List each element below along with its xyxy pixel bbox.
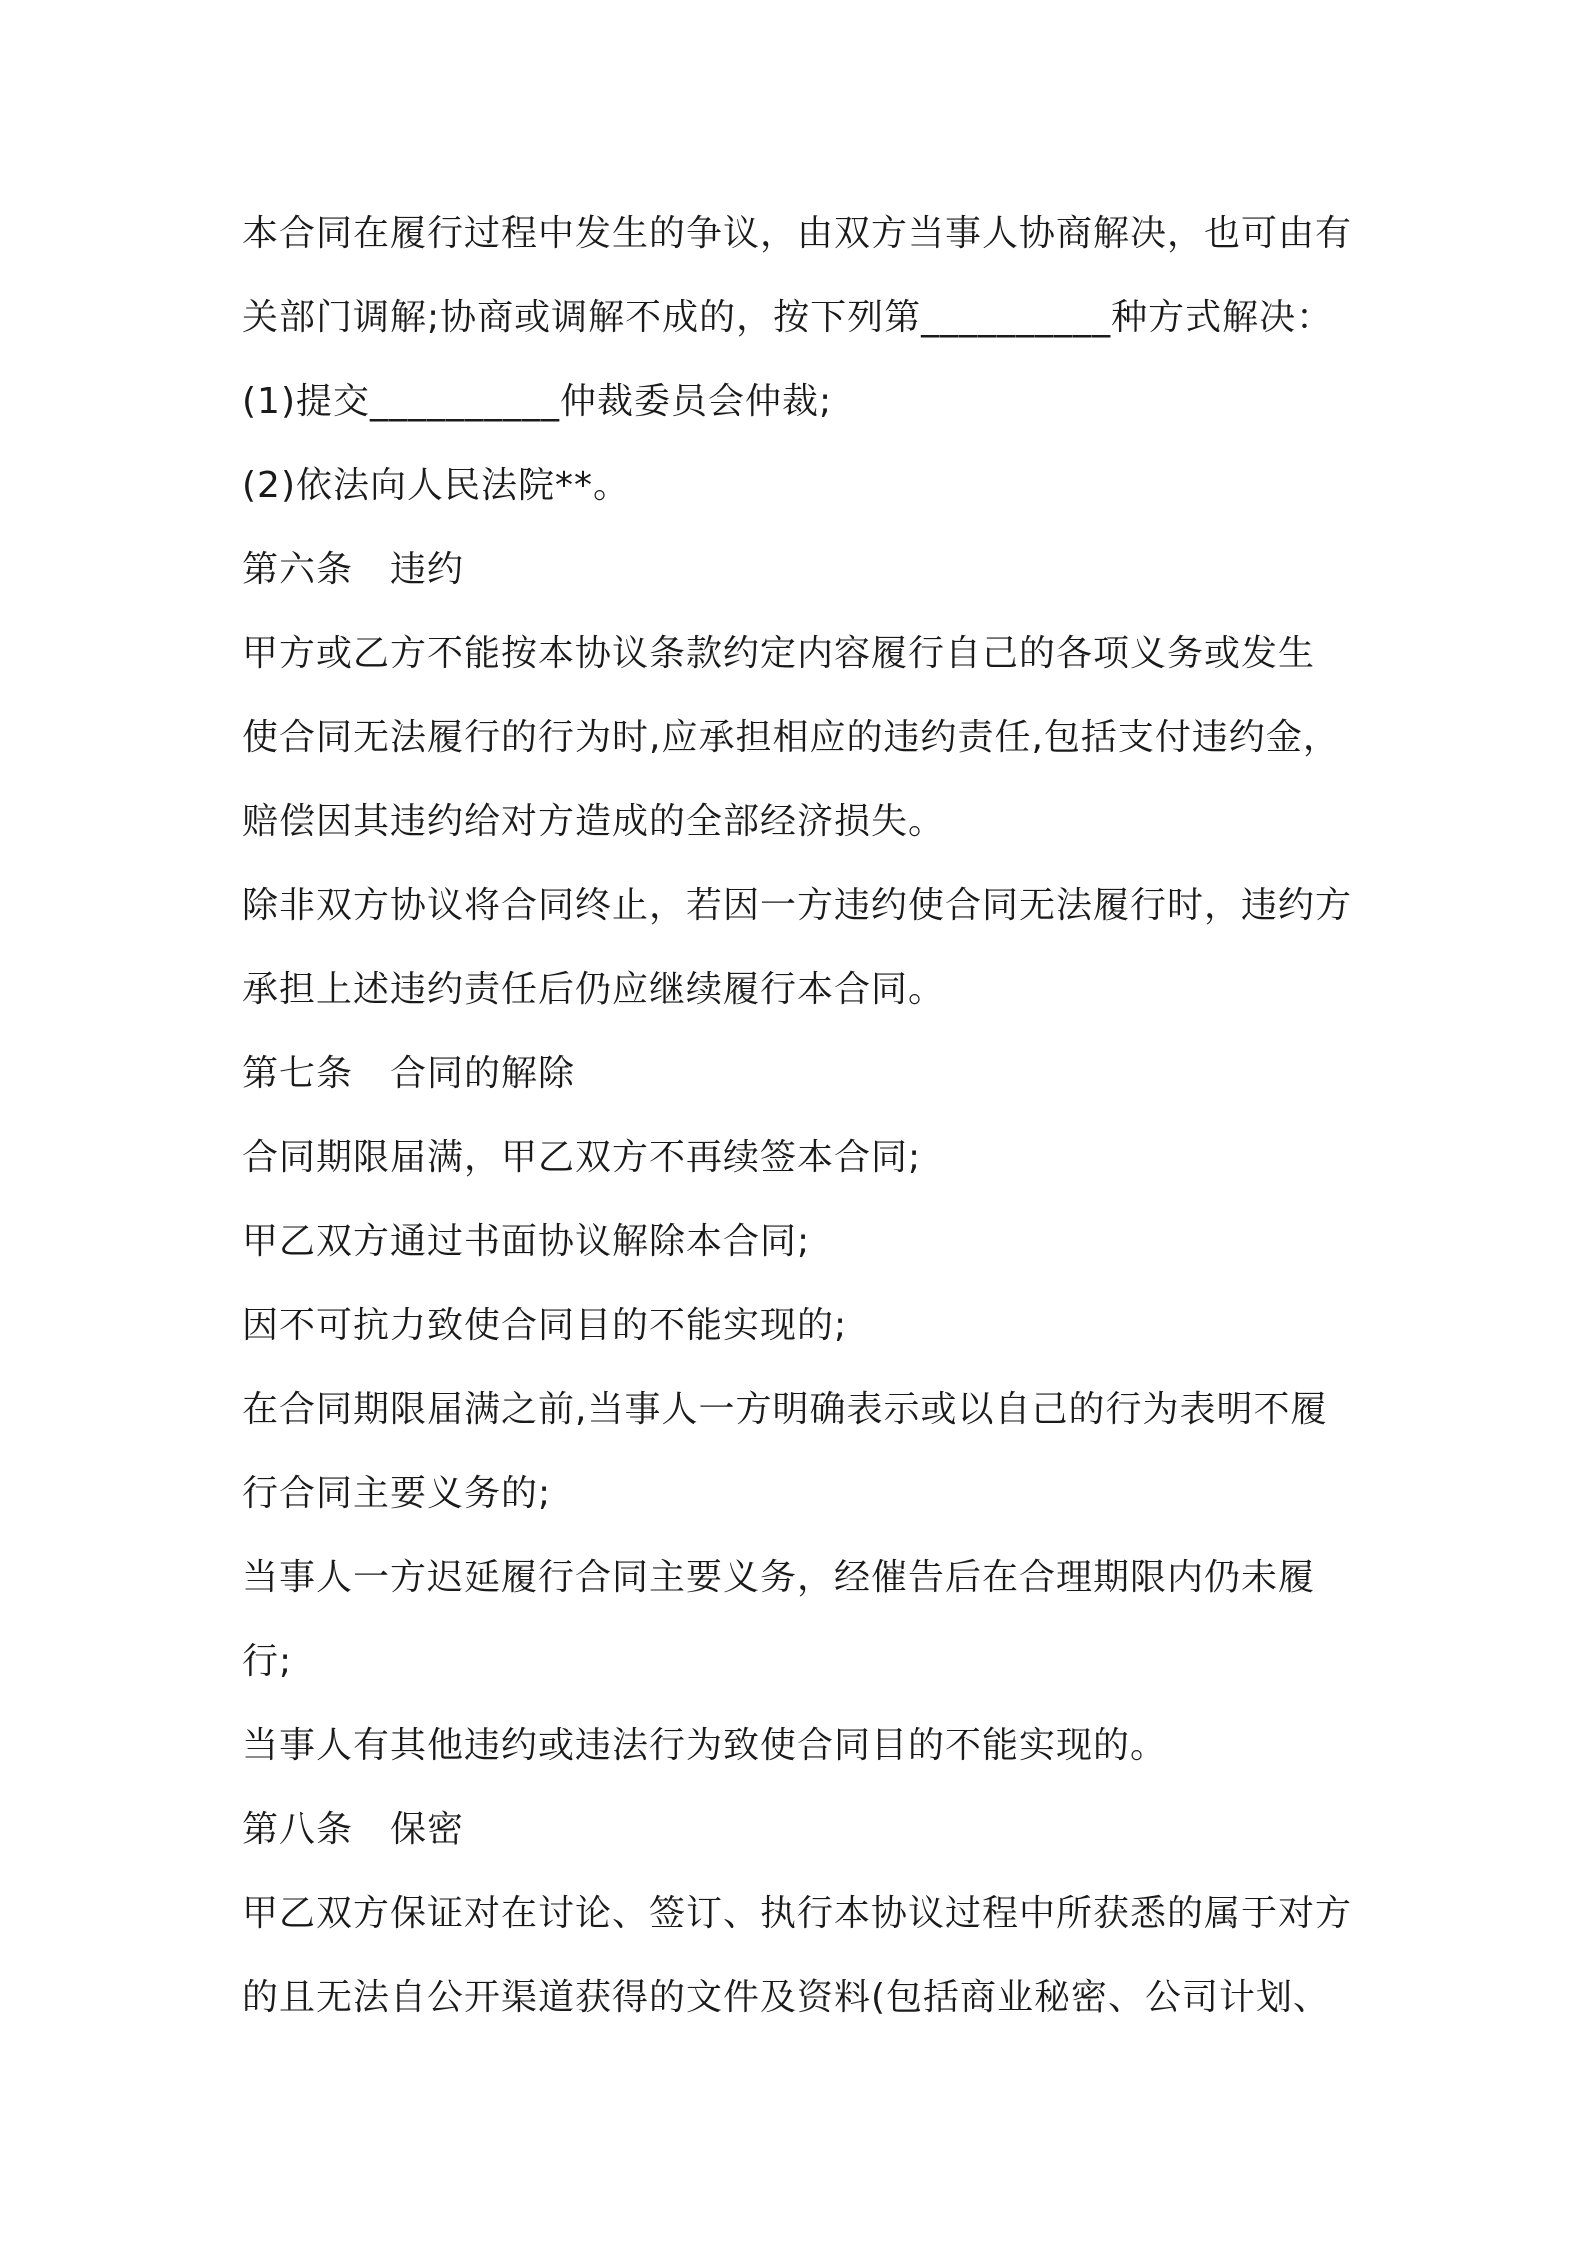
termination-item-6: 当事人有其他违约或违法行为致使合同目的不能实现的。 xyxy=(242,1725,1168,1766)
list-item-court: (2)依法向人民法院**。 xyxy=(242,465,630,506)
paragraph-dispute-line-2: 关部门调解;协商或调解不成的，按下列第__________种方式解决： xyxy=(242,297,1334,338)
termination-item-5-line-2: 行; xyxy=(242,1641,293,1682)
paragraph-continue-line-2: 承担上述违约责任后仍应继续履行本合同。 xyxy=(242,969,946,1010)
paragraph-confidentiality-line-2: 的且无法自公开渠道获得的文件及资料(包括商业秘密、公司计划、 xyxy=(242,1977,1331,2018)
article-six-heading: 第六条 违约 xyxy=(242,549,465,590)
article-eight-heading: 第八条 保密 xyxy=(242,1809,465,1850)
termination-item-5-line-1: 当事人一方迟延履行合同主要义务，经催告后在合理期限内仍未履 xyxy=(242,1557,1316,1598)
termination-item-4-line-2: 行合同主要义务的; xyxy=(242,1473,552,1514)
article-seven-heading: 第七条 合同的解除 xyxy=(242,1053,576,1094)
termination-item-3: 因不可抗力致使合同目的不能实现的; xyxy=(242,1305,848,1346)
paragraph-breach-line-1: 甲方或乙方不能按本协议条款约定内容履行自己的各项义务或发生 xyxy=(242,633,1316,674)
paragraph-breach-line-2: 使合同无法履行的行为时,应承担相应的违约责任,包括支付违约金， xyxy=(242,717,1340,758)
paragraph-confidentiality-line-1: 甲乙双方保证对在讨论、签订、执行本协议过程中所获悉的属于对方 xyxy=(242,1893,1353,1934)
paragraph-breach-line-3: 赔偿因其违约给对方造成的全部经济损失。 xyxy=(242,801,946,842)
paragraph-dispute-line-1: 本合同在履行过程中发生的争议，由双方当事人协商解决，也可由有 xyxy=(242,213,1353,254)
termination-item-4-line-1: 在合同期限届满之前,当事人一方明确表示或以自己的行为表明不履 xyxy=(242,1389,1328,1430)
list-item-arbitration: (1)提交__________仲裁委员会仲裁; xyxy=(242,381,833,422)
termination-item-1: 合同期限届满，甲乙双方不再续签本合同; xyxy=(242,1137,922,1178)
paragraph-continue-line-1: 除非双方协议将合同终止，若因一方违约使合同无法履行时，违约方 xyxy=(242,885,1353,926)
document-body xyxy=(242,192,1362,2040)
termination-item-2: 甲乙双方通过书面协议解除本合同; xyxy=(242,1221,811,1262)
